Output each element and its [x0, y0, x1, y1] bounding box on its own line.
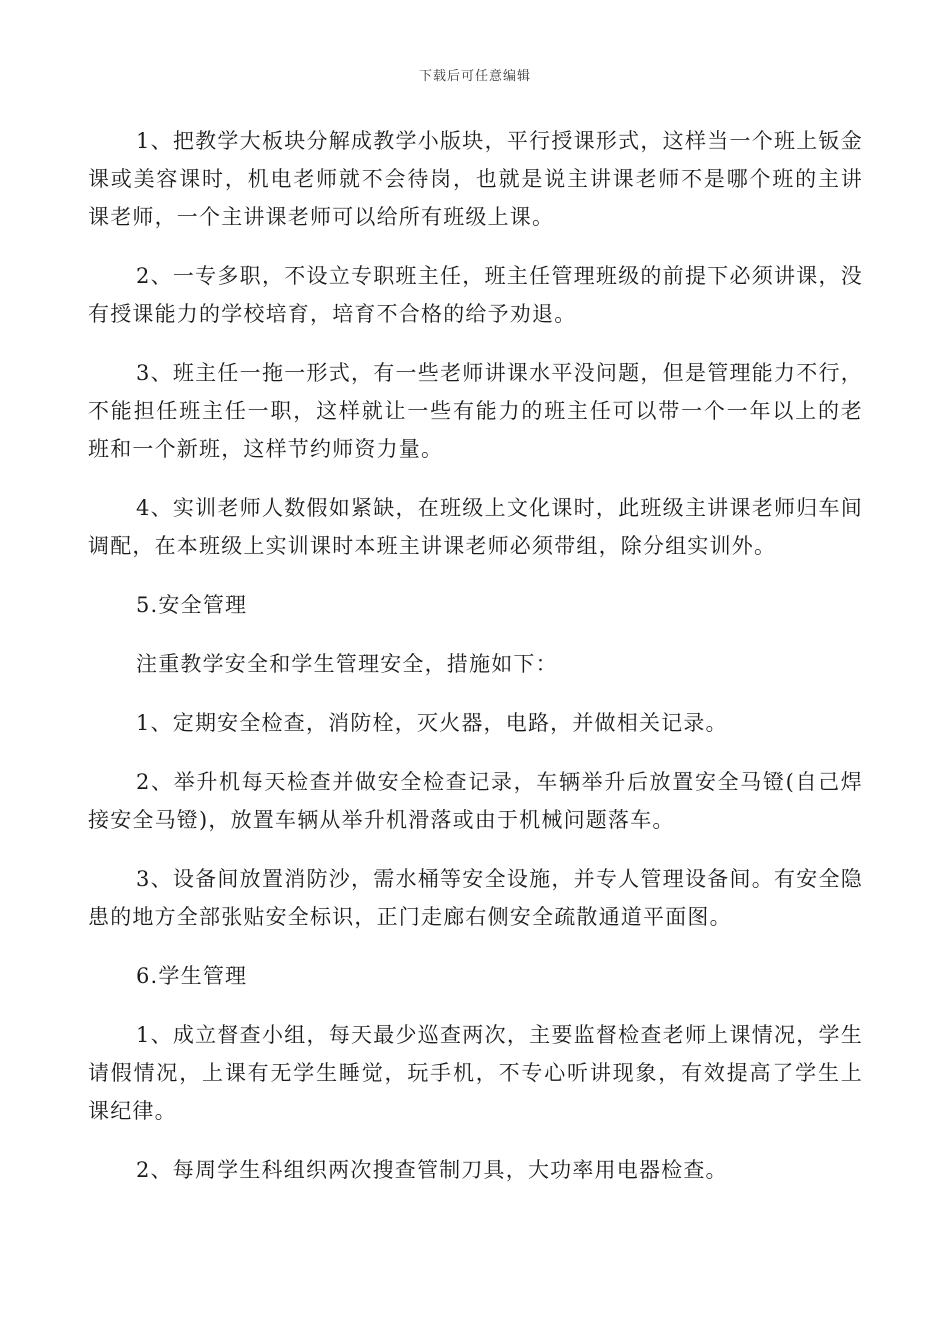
paragraph-safety-check: 1、定期安全检查，消防栓，灭火器，电路，并做相关记录。 — [136, 711, 728, 735]
paragraph-head-teacher: 3、班主任一拖一形式，有一些老师讲课水平没问题，但是管理能力不行，不能担任班主任一职，这样就让一些有能力的班主任可以带一个一年以上的老班和一个新班，这样节约师资力量。 — [88, 361, 863, 461]
paragraph-teaching-split: 1、把教学大板块分解成教学小版块，平行授课形式，这样当一个班上钣金课或美容课时，机电老师就不会待岗，也就是说主讲课老师不是哪个班的主讲课老师，一个主讲课老师可以给所有班级上课。 — [88, 129, 863, 229]
paragraph-safety-intro: 注重教学安全和学生管理安全，措施如下： — [136, 652, 558, 676]
page-header-note: 下载后可任意编辑 — [418, 69, 531, 84]
paragraph-weekly-search: 2、每周学生科组织两次搜查管制刀具，大功率用电器检查。 — [136, 1158, 728, 1182]
document-body — [88, 122, 863, 1189]
paragraph-training-teacher: 4、实训老师人数假如紧缺，在班级上文化课时，此班级主讲课老师归车间调配，在本班级上实训课时本班主讲课老师必须带组，除分组实训外。 — [88, 496, 863, 558]
section-heading-safety: 5.安全管理 — [136, 593, 248, 617]
paragraph-lift-check: 2、举升机每天检查并做安全检查记录，车辆举升后放置安全马镫(自己焊接安全马镫)，放置车辆从举升机滑落或由于机械问题落车。 — [88, 770, 863, 832]
paragraph-multi-role: 2、一专多职，不设立专职班主任，班主任管理班级的前提下必须讲课，没有授课能力的学校培育，培育不合格的给予劝退。 — [88, 264, 863, 326]
paragraph-equipment-room: 3、设备间放置消防沙，需水桶等安全设施，并专人管理设备间。有安全隐患的地方全部张贴安全标识，正门走廊右侧安全疏散通道平面图。 — [88, 867, 863, 929]
paragraph-inspection-group: 1、成立督查小组，每天最少巡查两次，主要监督检查老师上课情况，学生请假情况，上课有无学生睡觉，玩手机，不专心听讲现象，有效提高了学生上课纪律。 — [88, 1023, 863, 1123]
section-heading-student: 6.学生管理 — [136, 964, 248, 988]
